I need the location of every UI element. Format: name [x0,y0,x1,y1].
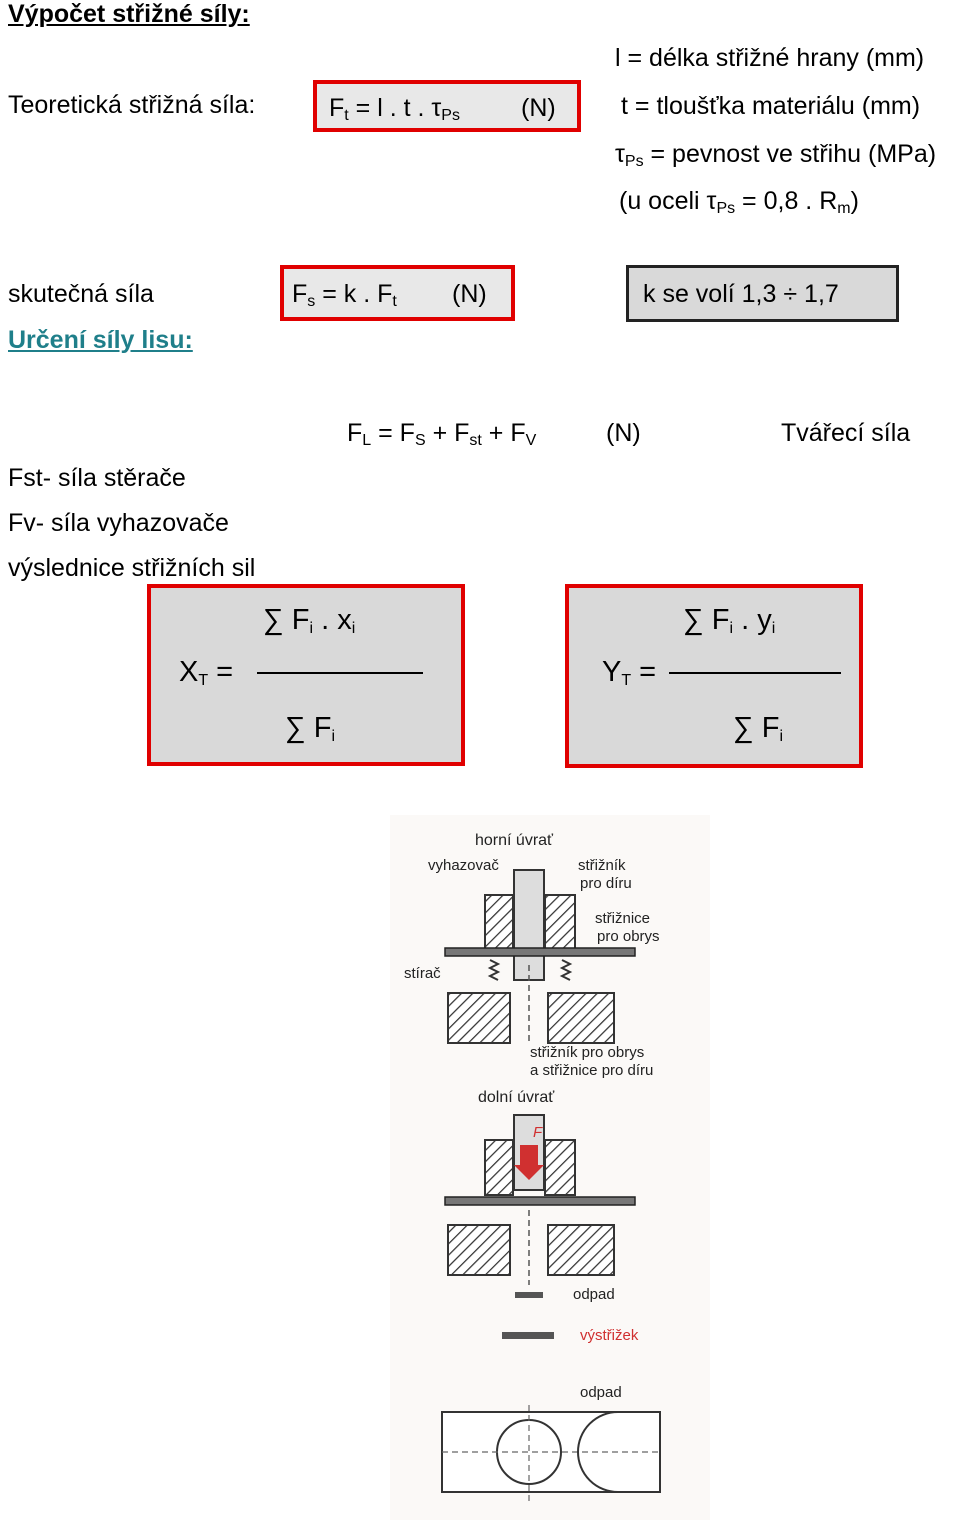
label-die-1: střižnice [595,910,651,927]
label-ejector: vyhazovač [428,857,499,874]
legend-tau: $\tau_{Ps}$ = pevnost ve střihu (MPa) [615,140,937,170]
theoretical-formula: $F_t = l$ . t . $\tau_{Ps}$ [329,94,460,124]
centroid-y-fraction-bar [669,672,841,674]
centroid-x-lhs: $X_T$ = [179,656,234,689]
centroid-y-lhs: $Y_T$ = [602,656,657,689]
steel-note: (u oceli $\tau_{Ps} = 0,8$ . $R_m$) [619,187,859,217]
actual-unit: (N) [452,280,487,308]
def-resultant: výslednice střižních sil [8,554,256,582]
actual-formula: $F_s = k$ . $F_t$ [292,280,397,310]
actual-formula-box [280,265,515,321]
label-outline-punch-1: střižník pro obrys [530,1044,645,1061]
press-formula: $F_L = F_S + F_{st} + F_V$ [347,419,537,449]
label-hole-punch-1: střižník [578,857,626,874]
label-outline-punch-2: a střižnice pro díru [530,1062,654,1079]
k-factor-box [626,265,899,322]
centroid-y-numerator: ∑ $F_i$ . $y_i$ [683,604,776,637]
press-heading: Určení síly lisu: [8,326,193,354]
centroid-x-denominator: ∑ $F_i$ [285,712,336,745]
label-force: F [533,1124,543,1141]
centroid-y-denominator: ∑ $F_i$ [733,712,784,745]
centroid-y-box [565,584,863,768]
centroid-x-box [147,584,465,766]
centroid-x-fraction-bar [257,672,423,674]
theoretical-force-label: Teoretická střižná síla: [8,91,256,119]
label-top-dead-center: horní úvrať [475,832,554,849]
forming-force-label: Tvářecí síla [781,419,911,447]
label-die-2: pro obrys [597,928,660,945]
label-blank: výstřižek [580,1327,639,1344]
theoretical-formula-box [313,80,581,132]
label-scrap: odpad [573,1286,615,1303]
label-hole-punch-2: pro díru [580,875,632,892]
label-bottom-dead-center: dolní úvrať [478,1089,555,1106]
legend-t: t = tloušťka materiálu (mm) [621,92,921,120]
def-ejector-force: Fv- síla vyhazovače [8,509,229,537]
legend-l: l = délka střižné hrany (mm) [615,44,925,72]
die-drawing [390,815,710,1520]
actual-force-label: skutečná síla [8,280,154,308]
k-factor-text: k se volí 1,3 ÷ 1,7 [643,280,839,308]
theoretical-unit: (N) [521,94,556,122]
centroid-x-numerator: ∑ $F_i$ . $x_i$ [263,604,356,637]
press-unit: (N) [606,419,641,447]
label-scrap-strip: odpad [580,1384,622,1401]
label-stripper: stírač [404,965,441,982]
page-title: Výpočet střižné síly: [8,0,250,28]
def-stripper-force: Fst- síla stěrače [8,464,186,492]
